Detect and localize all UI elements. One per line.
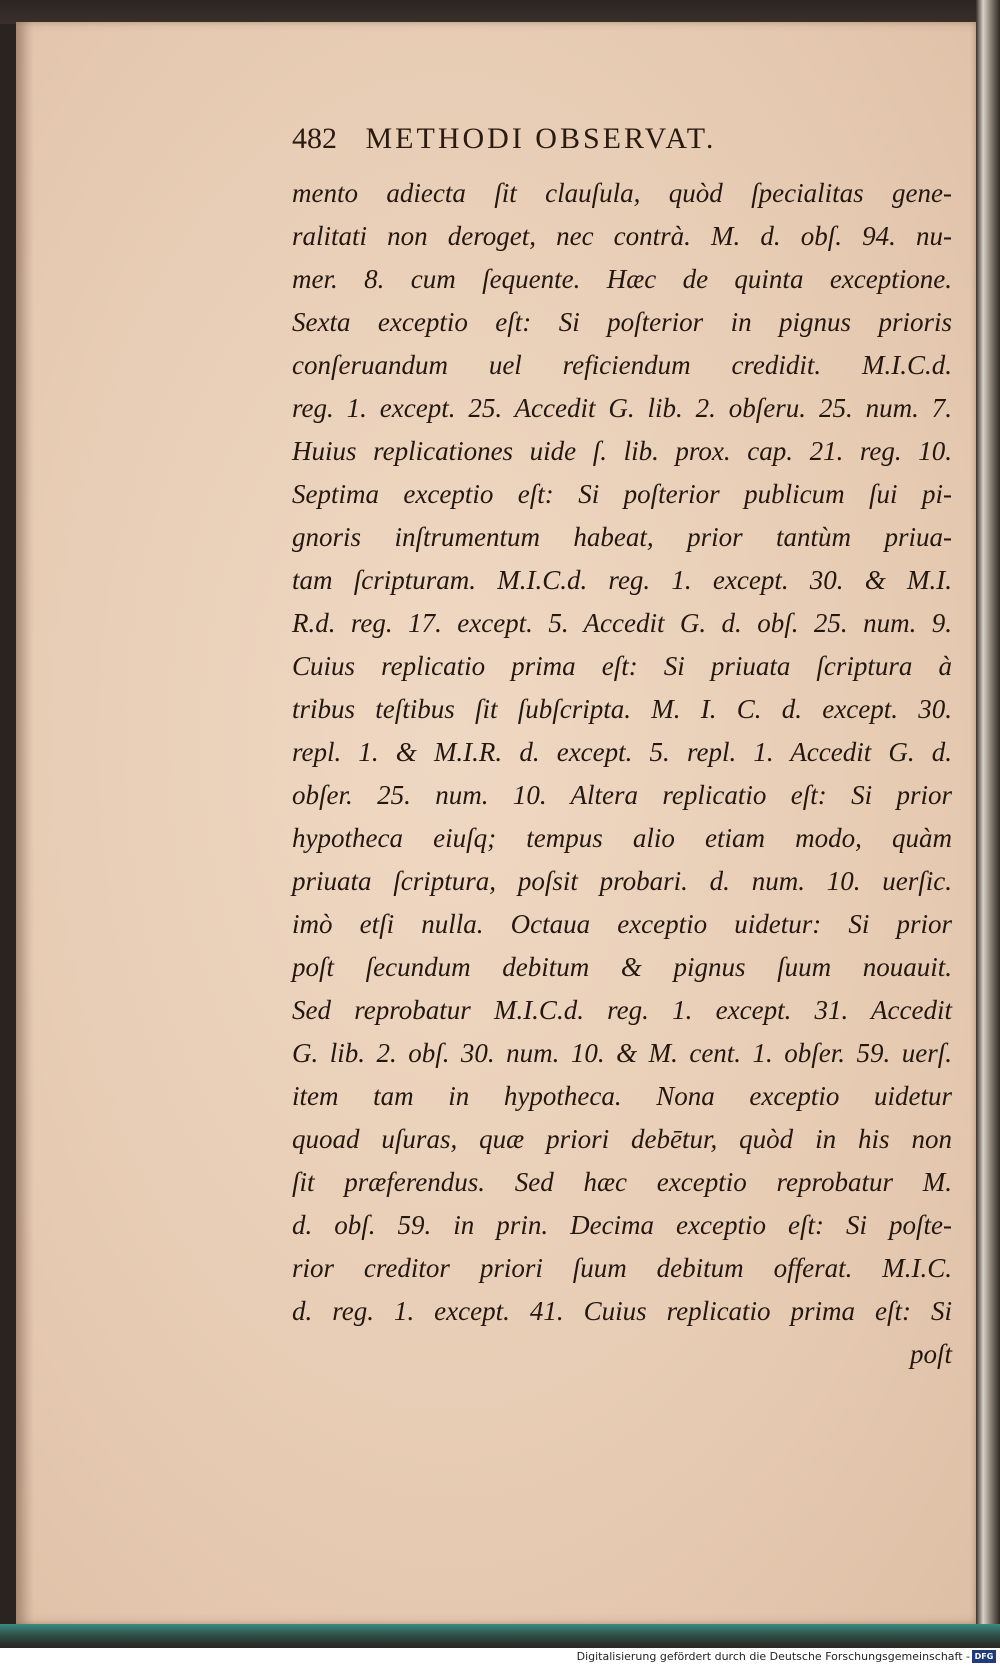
text-line: obſer. 25. num. 10. Altera replicatio eſt: Si prior (292, 780, 952, 810)
text-line: d. obſ. 59. in prin. Decima exceptio eſt: Si poſte- (292, 1210, 952, 1240)
text-line: conſeruandum uel reficiendum credidit. M.I.C.d. (292, 350, 952, 380)
text-line: priuata ſcriptura, poſsit probari. d. num. 10. uerſic. (292, 866, 952, 896)
text-line: Cuius replicatio prima eſt: Si priuata ſcriptura à (292, 651, 952, 681)
text-line: Huius replicationes uide ſ. lib. prox. cap. 21. reg. 10. (292, 436, 952, 466)
text-line: repl. 1. & M.I.R. d. except. 5. repl. 1. Accedit G. d. (292, 737, 952, 767)
text-line: Sexta exceptio eſt: Si poſterior in pignus prioris (292, 307, 952, 337)
text-line: tam ſcripturam. M.I.C.d. reg. 1. except. 30. & M.I. (292, 565, 952, 595)
text-line: imò etſi nulla. Octaua exceptio uidetur: Si prior (292, 909, 952, 939)
text-line: quoad uſuras, quæ priori debētur, quòd in his non (292, 1124, 952, 1154)
text-line: tribus teſtibus ſit ſubſcripta. M. I. C. d. except. 30. (292, 694, 952, 724)
text-line: mer. 8. cum ſequente. Hæc de quinta exceptione. (292, 264, 952, 294)
text-line: G. lib. 2. obſ. 30. num. 10. & M. cent. 1. obſer. 59. uerſ. (292, 1038, 952, 1068)
text-line: d. reg. 1. except. 41. Cuius replicatio prima eſt: Si (292, 1296, 952, 1326)
page-number: 482 (292, 122, 337, 155)
page-top-edge (0, 0, 1000, 24)
footer-credit: Digitalisierung gefördert durch die Deutsche Forschungsgemeinschaft - (576, 1650, 970, 1663)
text-line: Sed reprobatur M.I.C.d. reg. 1. except. 31. Accedit (292, 995, 952, 1025)
text-line: item tam in hypotheca. Nona exceptio uidetur (292, 1081, 952, 1111)
text-line: hypotheca eiuſq; tempus alio etiam modo, quàm (292, 823, 952, 853)
text-line: R.d. reg. 17. except. 5. Accedit G. d. obſ. 25. num. 9. (292, 608, 952, 638)
catchword: poſt (909, 1339, 952, 1369)
text-line: ralitati non deroget, nec contrà. M. d. obſ. 94. nu- (292, 221, 952, 251)
page-gutter-shadow (16, 22, 34, 1624)
body-text (292, 172, 952, 1376)
text-line: rior creditor priori ſuum debitum offerat. M.I.C. (292, 1253, 952, 1283)
dfg-logo-icon: DFG (972, 1650, 996, 1663)
text-line: poſt ſecundum debitum & pignus ſuum nouauit. (292, 952, 952, 982)
page-bottom-edge (0, 1624, 1000, 1648)
text-line: ſit præferendus. Sed hæc exceptio reprobatur M. (292, 1167, 952, 1197)
page-right-edge (976, 0, 1000, 1640)
running-title: METHODI OBSERVAT. (365, 122, 717, 155)
text-line: Septima exceptio eſt: Si poſterior publicum ſui pi- (292, 479, 952, 509)
text-line: reg. 1. except. 25. Accedit G. lib. 2. obſeru. 25. num. 7. (292, 393, 952, 423)
text-line: mento adiecta ſit clauſula, quòd ſpecialitas gene- (292, 178, 952, 208)
text-line: gnoris inſtrumentum habeat, prior tantùm priua- (292, 522, 952, 552)
running-header (292, 122, 892, 166)
